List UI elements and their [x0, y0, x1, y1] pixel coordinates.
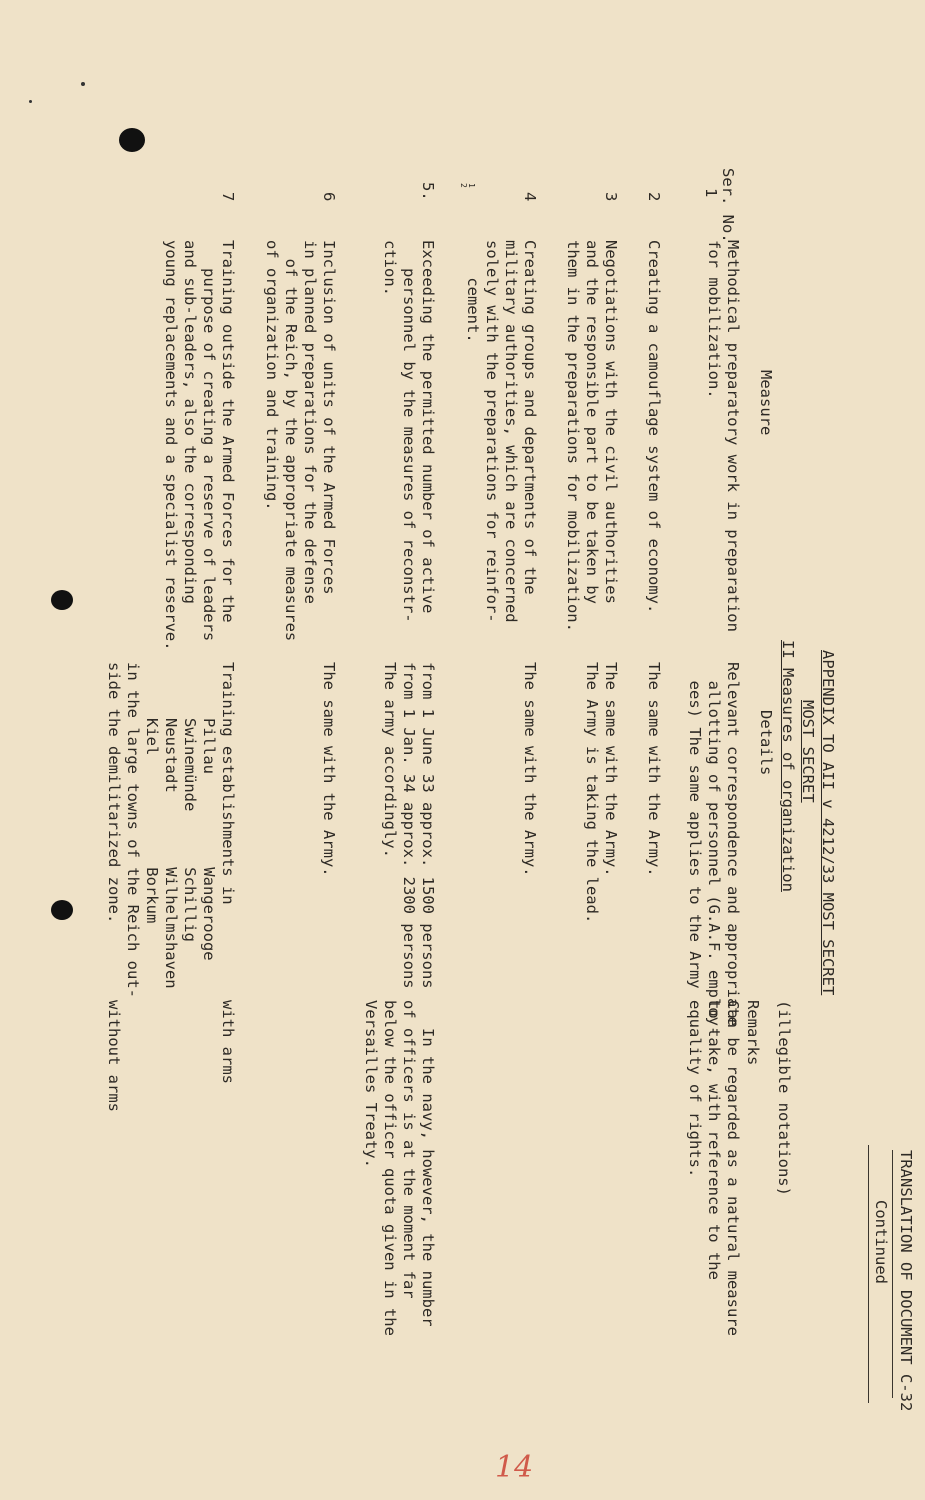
- col-details: Details: [757, 710, 775, 776]
- ink-speck: [81, 82, 85, 86]
- row-3-measure: Negotiations with the civil authorities and the responsible part to be taken by them in the preparations for mobilization.: [564, 240, 620, 632]
- col-serno: Ser. No.: [719, 168, 737, 243]
- row-1-remarks: Can be regarded as a natural measure to take, with reference to the equality of rights.: [686, 1000, 742, 1336]
- section-heading: II Measures of organization: [779, 640, 797, 892]
- row-7-details: Training establishments in Pillau Wangerooge Swinemünde Schillig Neustadt Wilhelmshaven Kiel Borkum in the large towns of the Reich out- side the demilitarized zone.: [105, 662, 237, 998]
- document-title: TRANSLATION OF DOCUMENT C-32: [897, 1150, 915, 1412]
- continued-label: Continued: [872, 1200, 890, 1284]
- row-1-measure: Methodical preparatory work in preparation for mobilization.: [705, 240, 742, 632]
- row-4-measure: Creating groups and departments of the military authorities, which are concerned solely with the preparations for reinfor- cement.: [464, 240, 539, 623]
- row-5-remarks: In the navy, however, the number of officers is at the moment far below the officer quota given in the Versailles Treaty.: [362, 1000, 437, 1336]
- margin-note: 1 2: [459, 183, 476, 188]
- page-number: 14: [495, 1450, 534, 1485]
- row-6-number: 6: [320, 192, 338, 202]
- col-measure: Measure: [757, 370, 775, 436]
- row-5-number: 5.: [419, 182, 437, 201]
- row-2-details: The same with the Army.: [645, 662, 663, 877]
- row-3-details: The same with the Army. The Army is taking the lead.: [583, 662, 620, 924]
- punch-hole: [51, 590, 73, 610]
- row-4-details: The same with the Army.: [521, 662, 539, 877]
- row-5-details: from 1 June 33 approx. 1500 persons from 1 Jan. 34 approx. 2300 persons The army accordingly.: [381, 662, 437, 989]
- row-7-measure: Training outside the Armed Forces for the purpose of creating a reserve of leaders and sub-leaders, also the corresponding young replacements and a specialist reserve.: [162, 240, 237, 651]
- row-2-number: 2: [645, 192, 663, 202]
- ink-speck: [29, 100, 32, 103]
- punch-hole: [51, 900, 73, 920]
- most-secret-heading: MOST SECRET: [799, 700, 817, 803]
- row-6-measure: Inclusion of units of the Armed Forces in planned preparations for the defense of the Reich, by the appropriate measures of organization and training.: [263, 240, 338, 642]
- title-underline: [892, 1150, 893, 1398]
- col-remarks: Remarks: [744, 1000, 762, 1066]
- row-4-number: 4: [521, 192, 539, 202]
- row-1-number: 1: [702, 188, 720, 198]
- row-7-remarks: with arms without arms: [105, 1000, 237, 1112]
- appendix-heading: APPENDIX TO AII v 4212/33 MOST SECRET: [819, 650, 837, 996]
- punch-hole: [119, 128, 145, 152]
- row-7-number: 7: [219, 192, 237, 202]
- row-6-details: The same with the Army.: [320, 662, 338, 877]
- row-1-details: Relevant correspondence and appropriate allotting of personnel (G.A.F. employ- ees) The same applies to the Army: [686, 662, 742, 1036]
- row-5-measure: Exceeding the permitted number of active personnel by the measures of reconstr- ction.: [381, 240, 437, 623]
- row-3-number: 3: [602, 192, 620, 202]
- continued-underline: [868, 1145, 869, 1403]
- row-2-measure: Creating a camouflage system of economy.: [645, 240, 663, 614]
- illegible-notations: (illegible notations): [775, 1000, 793, 1196]
